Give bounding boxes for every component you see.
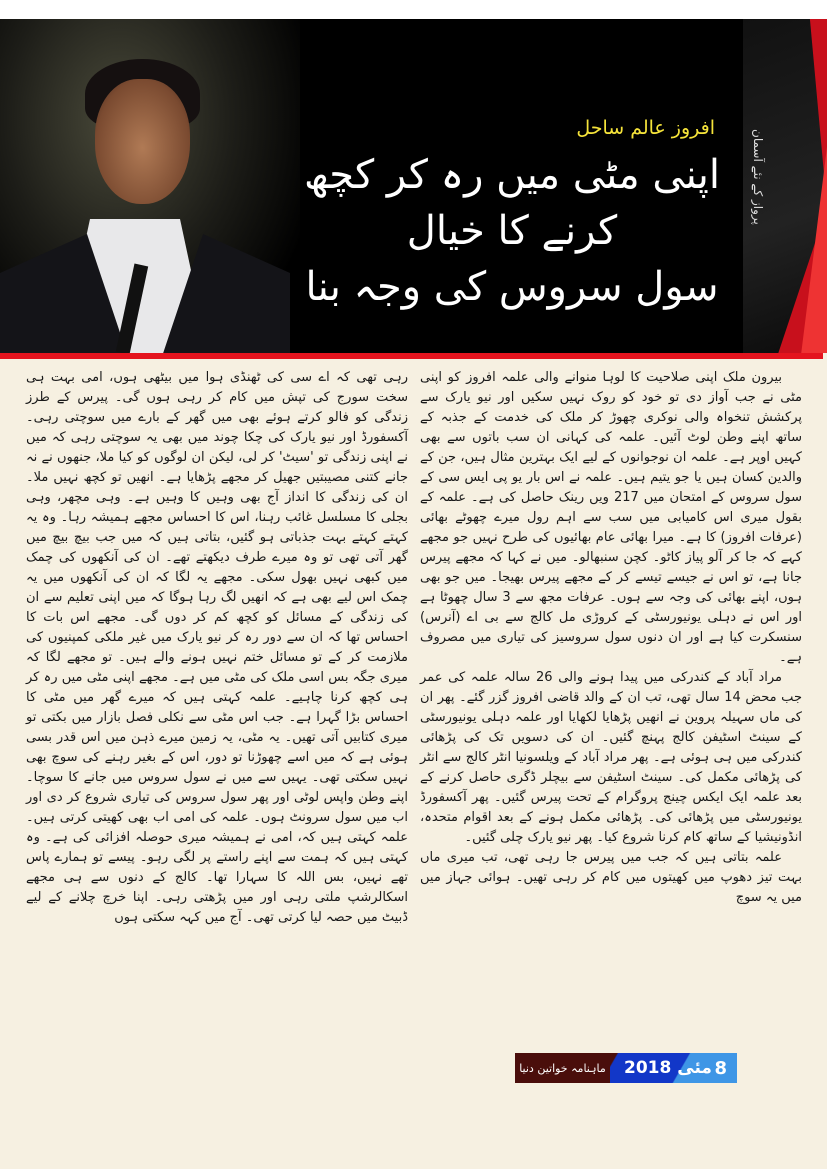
title-line-1: اپنی مٹی میں رہ کر کچھ کرنے کا خیال (303, 152, 720, 254)
header-divider (0, 353, 823, 359)
footer-issue-bar (610, 1053, 737, 1083)
page-number: 8 (714, 1057, 727, 1079)
issue-date: مئی 2018 (624, 1058, 712, 1078)
paragraph: بیرون ملک اپنی صلاحیت کا لوہا منوانے والی علمہ افروز کو اپنی مٹی نے جب آواز دی تو خود کو روک نہیں سکیں اور نیو یارک سے پرکشش تنخواہ والی نوکری چھوڑ کر ملک کی خدمت کے جذبہ کے ساتھ اپنے وطن لوٹ آئیں۔ علمہ کی کہانی ان سب باتوں سے بھی کہیں اوپر ہے۔ علمہ ان نوجوانوں کے لیے ایک بہترین مثال ہیں، جن کے والدین کسان ہیں یا جو یتیم ہیں۔ علمہ نے اس بار یو پی ایس سی کے سول سروس کے امتحان میں 217 ویں رینک حاصل کی ہے۔ علمہ کے بقول میری اس کامیابی میں سب سے اہم رول میرے چھوٹے بھائی (عرفات افروز) کا ہے۔ میرا بھائی عام بھائیوں کی طرح نہیں جو مجھے کہے کہ جا کر آلو پیاز کاٹو۔ کچن سنبھالو۔ میں نے کہا کہ مجھے پیرس جانا ہے، تو اس نے جیسے تیسے کر کے مجھے پیرس بھیجا۔ میں جو بھی ہوں، اپنے بھائی کی وجہ سے ہوں۔ عرفات مجھ سے 3 سال چھوٹا ہے اور اس نے دہلی یونیورسٹی کے کروڑی مل کالج سے بی اے (آنرس) سنسکرت کیا ہے اور ان دنوں سول سروسیز کی تیاری میں مصروف ہے۔ (420, 370, 802, 665)
section-sidebar (743, 19, 827, 353)
page-top-margin (0, 0, 827, 19)
page-footer (515, 1053, 737, 1083)
photo-face (95, 79, 190, 204)
article-column-right (420, 368, 802, 1048)
author-byline: افروز عالم ساحل (576, 117, 715, 139)
portrait-photo (0, 19, 300, 353)
paragraph: مراد آباد کے کندرکی میں پیدا ہونے والی 26 سالہ علمہ کی عمر جب محض 14 سال تھی، تب ان کے والد قاضی افروز گزر گئے۔ پھر ان کی ماں سہیلہ پروین نے انھیں پڑھایا لکھایا اور علمہ دہلی یونیورسٹی کے سینٹ اسٹیفن کالج پہنچ گئیں۔ ان کی دسویں تک کی پڑھائی کندرکی میں ہی ہوئی ہے۔ پھر مراد آباد کے ویلسونیا انٹر کالج سے انٹر کی پڑھائی مکمل کی۔ سینٹ اسٹیفن سے بیچلر ڈگری حاصل کرنے کے بعد علمہ ایک ایکس چینج پروگرام کے تحت پیرس گئیں۔ پھر آکسفورڈ یونیورسٹی میں پڑھائی کی۔ پڑھائی مکمل ہونے کے بعد اقوام متحدہ، انڈونیشیا کے ساتھ کام کرنا شروع کیا۔ پھر نیو یارک چلی گئیں۔ (420, 670, 802, 845)
title-line-2: سول سروس کی وجہ بنا (305, 264, 719, 310)
paragraph: رہی تھی کہ اے سی کی ٹھنڈی ہوا میں بیٹھی ہوں، امی بہت ہی سخت سورج کی تپش میں کام کر رہی ہوں گی۔ پیرس کے طرز زندگی کو فالو کرتے ہوئے بھی میں گھر کے بارے میں سوچتی رہی۔ آکسفورڈ اور نیو یارک کی چکا چوند میں بھی یہ سوچتی رہی کہ میں نے اپنی زندگی تو 'سیٹ' کر لی، لیکن ان لوگوں کو کیا ملا، جنھوں نے نہ جانے کتنی مصیبتیں جھیل کر مجھے پڑھایا ہے۔ انھیں تو کچھ نہیں ملا۔ ان کی زندگی کا انداز آج بھی وہیں کا وہیں ہے۔ وہی مچھر، وہی بجلی کا مسلسل غائب رہنا، اس کا احساس مجھے ہمیشہ رہا۔ وہ یہ کہتے کہتے بہت جذباتی ہو گئیں، بتاتی ہیں کہ میں جب بیچ بیچ میں گھر آتی تھی تو وہ میرے طرف دیکھتے تھے۔ ان کی آنکھوں کی چمک میں کبھی نہیں بھول سکی۔ مجھے یہ لگا کہ ان کی آنکھوں میں یہ چمک اس لیے بھی ہے کہ انھیں لگ رہا ہوگا کہ میں اپنی تعلیم سے ان کی زندگی کے مسائل کو کچھ کم کر دوں گی۔ مجھے اس بات کا احساس تھا کہ ان سے دور رہ کر نیو یارک میں غیر ملکی کمپنیوں کی ملازمت کر کے تو مسائل ختم نہیں ہونے والے ہیں۔ تو مجھے لگا کہ میری جگہ بس اسی ملک کی مٹی میں ہے۔ مجھے اپنی مٹی میں رہ کر ہی کچھ کرنا چاہیے۔ علمہ کہتی ہیں کہ میرے گھر میں مٹی کا احساس بڑا گہرا ہے۔ جب اس مٹی سے نکلی فصل بازار میں بکتی تو میری کتابیں آتی تھیں۔ یہ مٹی، یہ زمین میرے ذہن میں اس قدر بسی ہوئی ہے کہ میں اسے چھوڑنا تو دور، اس کے بغیر رہنے کی سوچ بھی نہیں سکتی تھی۔ یہیں سے میں نے سول سروس میں جانے کا سوچا۔ اپنے وطن واپس لوٹی اور پھر سول سروس کی تیاری شروع کر دی اور اب میں سول سرونٹ ہوں۔ علمہ کی امی اب بھی کھیتی کرتی ہیں۔ علمہ کہتی ہیں کہ، امی نے ہمیشہ میری حوصلہ افزائی کی ہے۔ وہ کہتی ہیں کہ ہمت سے اپنے راستے پر لگی رہو۔ پیسے تو ہمارے پاس تھے نہیں، بس اللہ کا سہارا تھا۔ کالج کے دنوں سے ہی مجھے اسکالرشپ ملتی رہی اور میں پڑھتی رہی۔ اپنا خرچ چلانے کے لیے ڈبیٹ میں حصہ لیا کرتی تھی۔ آج میں کہہ سکتی ہوں (26, 370, 408, 925)
article-title (287, 147, 737, 315)
magazine-name: ماہنامہ خواتین دنیا (515, 1053, 610, 1083)
paragraph: علمہ بتاتی ہیں کہ جب میں پیرس جا رہی تھی، تب میری ماں بہت تیز دھوپ میں کھیتوں میں کام کر رہی تھیں۔ ہوائی جہاز میں میں یہ سوچ (420, 850, 802, 905)
header-banner (0, 19, 827, 353)
article-column-left (26, 368, 408, 1158)
section-label: پرواز کے نئے آسمان (751, 129, 765, 225)
